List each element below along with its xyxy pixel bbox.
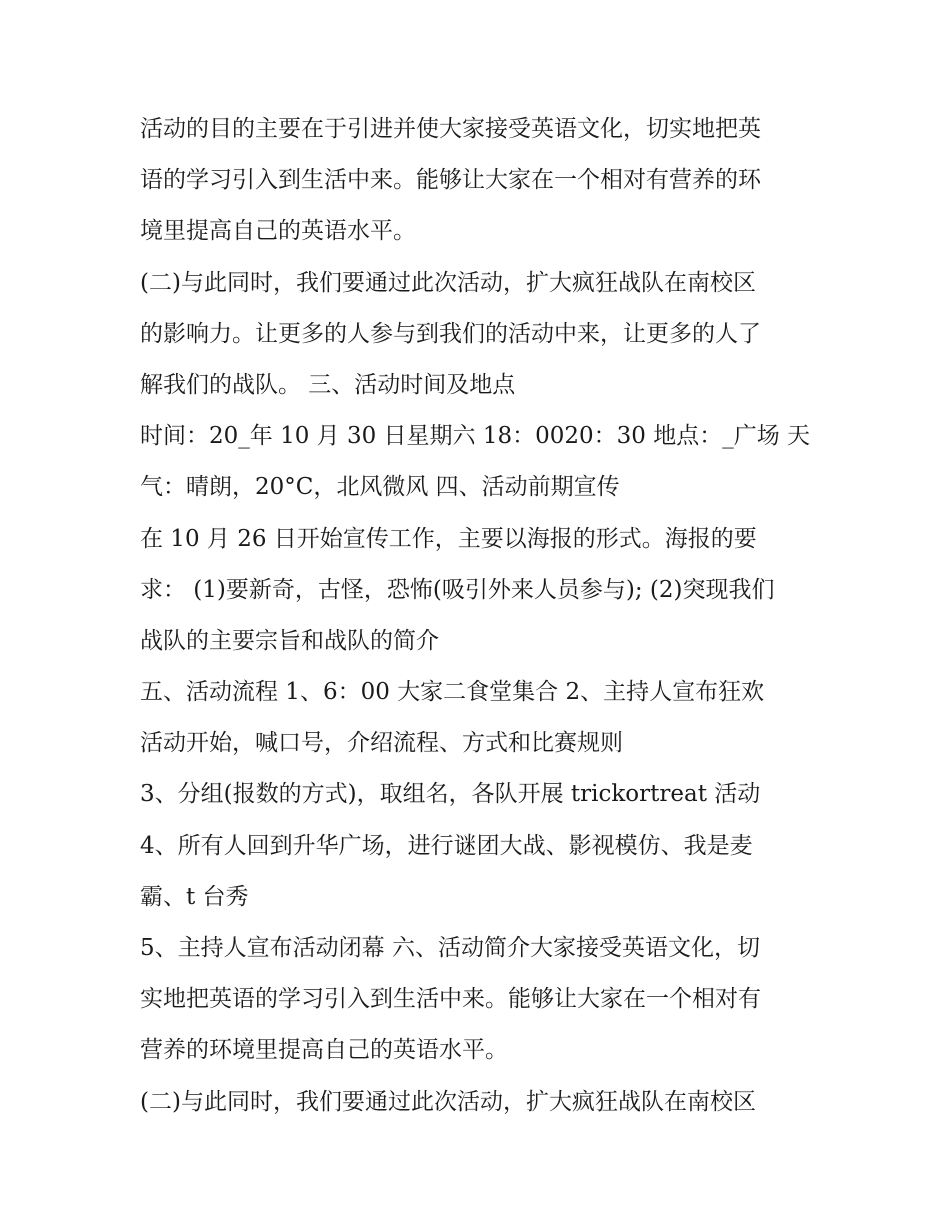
text-line: 战队的主要宗旨和战队的简介	[140, 627, 439, 654]
text-line: 3、分组(报数的方式)，取组名，各队开展 trickortreat 活动	[140, 781, 761, 808]
text-line: 气：晴朗，20°C，北风微风 四、活动前期宣传	[140, 474, 620, 501]
text-line: 求： (1)要新奇，古怪，恐怖(吸引外来人员参与); (2)突现我们	[140, 576, 775, 603]
text-line: 实地把英语的学习引入到生活中来。能够让大家在一个相对有	[140, 986, 761, 1013]
text-line: (二)与此同时，我们要通过此次活动，扩大疯狂战队在南校区	[140, 1088, 756, 1115]
text-line: 活动的目的主要在于引进并使大家接受英语文化，切实地把英	[140, 116, 761, 142]
document-body	[140, 104, 820, 1128]
text-line: 的影响力。让更多的人参与到我们的活动中来，让更多的人了	[140, 320, 761, 347]
text-line: 活动开始，喊口号，介绍流程、方式和比赛规则	[140, 730, 623, 757]
text-line: 解我们的战队。 三、活动时间及地点	[140, 371, 516, 398]
text-line: 4、所有人回到升华广场，进行谜团大战、影视模仿、我是麦	[140, 832, 753, 859]
text-line: 营养的环境里提高自己的英语水平。	[140, 1037, 508, 1064]
text-line: 霸、t 台秀	[140, 883, 249, 910]
text-line: 时间：20_年 10 月 30 日星期六 18：0020：30 地点：_广场 天	[140, 423, 811, 450]
text-line: 境里提高自己的英语水平。	[140, 218, 416, 245]
text-line: 语的学习引入到生活中来。能够让大家在一个相对有营养的环	[140, 167, 761, 194]
text-line: 在 10 月 26 日开始宣传工作，主要以海报的形式。海报的要	[140, 525, 757, 552]
text-line: 5、主持人宣布活动闭幕 六、活动简介大家接受英语文化，切	[140, 935, 760, 961]
text-line: 五、活动流程 1、6：00 大家二食堂集合 2、主持人宣布狂欢	[140, 679, 765, 706]
text-line: (二)与此同时，我们要通过此次活动，扩大疯狂战队在南校区	[140, 269, 756, 296]
